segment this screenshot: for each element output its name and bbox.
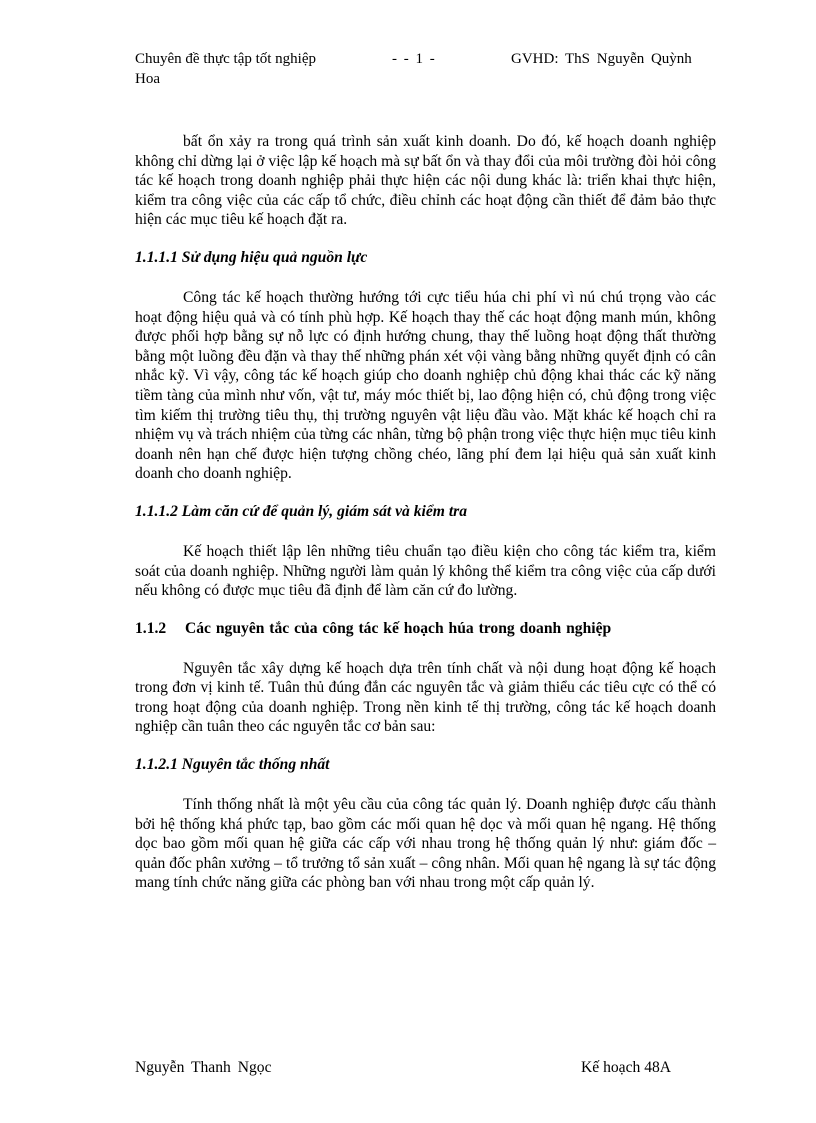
paragraph-principles: Nguyên tắc xây dựng kế hoạch dựa trên tính chất và nội dung hoạt động kế hoạch trong đơn vị kinh tế. Tuân thủ đúng đắn các nguyên tắc và giảm thiểu các tiêu cực có thể có trong hoạt động của doanh nghiệp. Trong nền kinh tế thị trường, công tác kế hoạch doanh nghiệp cần tuân theo các nguyên tắc cơ bản sau: bbox=[135, 659, 716, 736]
footer-author: Nguyễn Thanh Ngọc bbox=[135, 1059, 272, 1076]
document-body bbox=[135, 132, 716, 893]
heading-1-1-2 bbox=[135, 619, 716, 639]
page-header bbox=[135, 50, 715, 90]
heading-1-1-2-1: 1.1.2.1 Nguyên tắc thống nhất bbox=[135, 756, 330, 774]
heading-1-1-2-number: 1.1.2 bbox=[135, 619, 167, 637]
header-document-title: Chuyên đề thực tập tốt nghiệp bbox=[135, 51, 317, 67]
paragraph-control: Kế hoạch thiết lập lên những tiêu chuẩn tạo điều kiện cho công tác kiểm tra, kiểm soát của doanh nghiệp. Những người làm quản lý không thể kiểm tra công việc của cấp dưới nếu không có được mục tiêu đã định để làm căn cứ đo lường. bbox=[135, 542, 716, 600]
footer-class: Kế hoạch 48A bbox=[581, 1059, 672, 1076]
paragraph-unity: Tính thống nhất là một yêu cầu của công tác quản lý. Doanh nghiệp được cấu thành bởi hệ thống khá phức tạp, bao gồm các mối quan hệ dọc và mối quan hệ ngang. Hệ thống dọc bao gồm mối quan hệ giữa các cấp với nhau trong hệ thống quản lý như: giám đốc – quản đốc phân xưởng – tổ trưởng tổ sản xuất – công nhân. Mối quan hệ ngang là sự tác động mang tính chức năng giữa các phòng ban với nhau trong một cấp quản lý. bbox=[135, 796, 716, 892]
heading-1-1-1-1: 1.1.1.1 Sử dụng hiệu quả nguồn lực bbox=[135, 248, 368, 266]
paragraph-resources: Công tác kế hoạch thường hướng tới cực tiểu húa chi phí vì nú chú trọng vào các hoạt động hiệu quả và có tính phù hợp. Kế hoạch thay thế các hoạt động manh mún, không được phối hợp bằng sự nỗ lực có định hướng chung, thay thế luồng hoạt động thất thường bằng một luồng đều đặn và thay thế những phán xét vội vàng bằng những quyết định có cân nhắc kỹ. Vì vậy, công tác kế hoạch giúp cho doanh nghiệp chủ động khai thác các kỹ năng tiềm tàng của mình như vốn, vật tư, máy móc thiết bị, lao động hiện có, chủ động trong việc tìm kiếm thị trường tiêu thụ, thị trường nguyên vật liệu đầu vào. Mặt khác kế hoạch chỉ ra nhiệm vụ và trách nhiệm của từng các nhân, từng bộ phận trong việc thực hiện mục tiêu kinh doanh nên hạn chế được hiện tượng chồng chéo, lãng phí đem lại hiệu quả sản xuất kinh doanh cho doanh nghiệp. bbox=[135, 288, 716, 483]
header-supervisor-continued: Hoa bbox=[135, 71, 160, 87]
header-page-number: - - 1 - bbox=[392, 51, 435, 67]
header-supervisor: GVHD: ThS Nguyễn Quỳnh bbox=[511, 51, 692, 67]
heading-1-1-2-text: Các nguyên tắc của công tác kế hoạch húa trong doanh nghiệp bbox=[185, 619, 612, 637]
paragraph-intro: bất ổn xảy ra trong quá trình sản xuất kinh doanh. Do đó, kế hoạch doanh nghiệp không chỉ dừng lại ở việc lập kế hoạch mà sự bất ổn và thay đổi của môi trường đòi hỏi công tác kế hoạch trong doanh nghiệp phải thực hiện các nội dung khác là: triển khai thực hiện, kiểm tra công việc của các cấp tổ chức, điều chỉnh các hoạt động cần thiết để đảm bảo thực hiện các mục tiêu kế hoạch đặt ra. bbox=[135, 133, 716, 229]
heading-1-1-1-2: 1.1.1.2 Làm căn cứ để quản lý, giám sát và kiểm tra bbox=[135, 502, 468, 520]
